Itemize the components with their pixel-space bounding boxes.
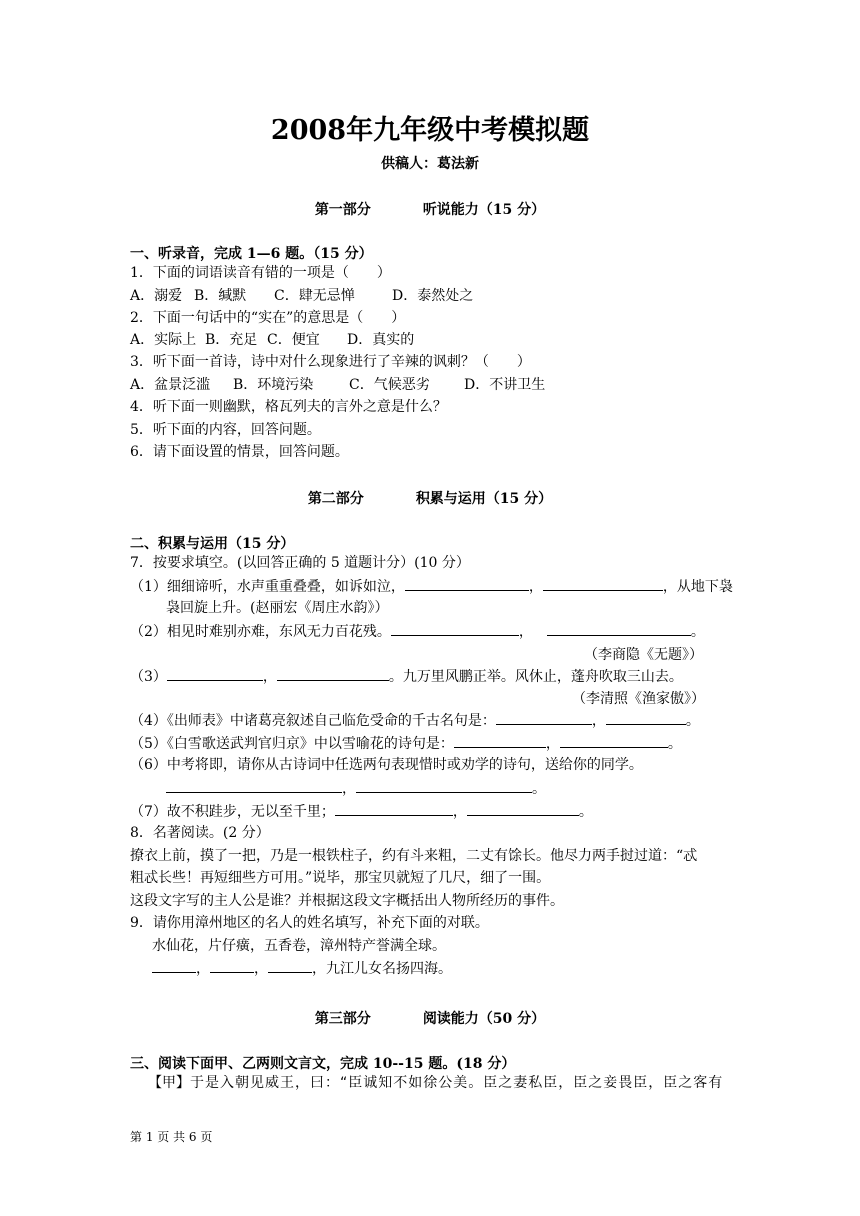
passage-jia-label: 【甲】 <box>148 1075 190 1091</box>
option-b: B．环境污染 <box>233 377 314 393</box>
couplet-upper: 水仙花，片仔癀，五香卷，漳州特产誉满全球。 <box>152 938 446 954</box>
option-c: C．气候恶劣 <box>349 377 430 393</box>
answer-blank <box>391 621 519 636</box>
answer-blank <box>166 778 342 793</box>
passage-jia-text: 于是入朝见威王，曰：“臣诚知不如徐公美。臣之妻私臣，臣之妾畏臣，臣之客有 <box>190 1075 724 1091</box>
answer-blank <box>543 576 663 591</box>
question-8-passage-2: 粗忒长些！再短细些方可用。”说毕，那宝贝就短了几尺，细了一围。 <box>130 870 551 886</box>
question-3-options <box>130 375 545 395</box>
option-d: D．泰然处之 <box>392 288 474 304</box>
section2-heading: 二、积累与运用（15 分） <box>130 536 295 552</box>
answer-blank <box>467 801 579 816</box>
part1-name: 第一部分 <box>314 202 371 218</box>
part1-topic: 听说能力（15 分） <box>422 202 546 218</box>
answer-blank <box>152 958 196 973</box>
section1-heading: 一、听录音，完成 1—6 题。（15 分） <box>130 246 373 262</box>
question-8-passage-1: 撩衣上前，摸了一把，乃是一根铁柱子，约有斗来粗，二丈有馀长。他尽力两手挝过道：“忒 <box>130 848 698 864</box>
answer-blank <box>606 710 686 725</box>
question-8-prompt: 这段文字写的主人公是谁？并根据这段文字概括出人物所经历的事件。 <box>130 893 564 909</box>
question-8: 8．名著阅读。(2 分） <box>130 825 270 841</box>
option-c: C．肆无忌惮 <box>274 288 355 304</box>
answer-blank <box>210 958 254 973</box>
part1-heading <box>0 199 860 219</box>
answer-blank <box>547 621 691 636</box>
question-2-options <box>130 330 414 350</box>
option-d: D．不讲卫生 <box>464 377 546 393</box>
option-a: A．实际上 <box>130 332 197 348</box>
part2-name: 第二部分 <box>307 491 364 507</box>
part3-heading <box>0 1008 860 1028</box>
option-a: A．溺爱 <box>130 288 183 304</box>
question-7-7: （7）故不积跬步，无以至千里； ， 。 <box>130 801 593 822</box>
part2-topic: 积累与运用（15 分） <box>415 491 553 507</box>
question-7-1: （1）细细谛听，水声重重叠叠，如诉如泣， ， ，从地下袅 <box>130 576 733 597</box>
question-7-2: （2）相见时难别亦难，东风无力百花残。 ， 。 <box>130 621 705 642</box>
question-7-6: （6）中考将即，请你从古诗词中任选两句表现惜时或劝学的诗句，送给你的同学。 <box>130 757 643 773</box>
section3-heading: 三、阅读下面甲、乙两则文言文，完成 10--15 题。(18 分） <box>130 1056 516 1072</box>
page-title: 2008年九年级中考模拟题 <box>270 115 590 146</box>
question-7-4: （4）《出师表》中诸葛亮叙述自己临危受命的千古名句是： ， 。 <box>130 710 700 731</box>
part3-name: 第三部分 <box>314 1011 371 1027</box>
answer-blank <box>454 733 546 748</box>
answer-blank <box>167 666 263 681</box>
question-6: 6．请下面设置的情景，回答问题。 <box>130 444 349 460</box>
answer-blank <box>560 733 668 748</box>
question-7-3-source: （李清照《渔家傲》） <box>572 691 705 707</box>
part2-heading <box>0 488 860 508</box>
option-a: A．盆景泛滥 <box>130 377 211 393</box>
answer-blank <box>335 801 453 816</box>
couplet-lower: ， ， ，九江儿女名扬四海。 <box>152 958 452 979</box>
question-7-3: （3） ， 。九万里风鹏正举。风休止，蓬舟吹取三山去。 <box>130 666 683 687</box>
answer-blank <box>496 710 592 725</box>
question-7-5: （5）《白雪歌送武判官归京》中以雪喻花的诗句是： ， 。 <box>130 733 682 754</box>
answer-blank <box>277 666 389 681</box>
question-7-1-cont: 袅回旋上升。(赵丽宏《周庄水韵》） <box>166 600 389 616</box>
question-1-options <box>130 286 473 306</box>
author-line: 供稿人：葛法新 <box>381 156 479 172</box>
question-9: 9．请你用漳州地区的名人的姓名填写，补充下面的对联。 <box>130 915 489 931</box>
question-3: 3．听下面一首诗，诗中对什么现象进行了辛辣的讽刺？（ ） <box>130 354 531 370</box>
option-b: B．缄默 <box>194 288 247 304</box>
question-7: 7．按要求填空。(以回答正确的 5 道题计分）(10 分） <box>130 555 470 571</box>
question-5: 5．听下面的内容，回答问题。 <box>130 422 321 438</box>
question-7-6-blanks: ， 。 <box>166 778 546 799</box>
question-2: 2．下面一句话中的“实在”的意思是（ ） <box>130 310 406 326</box>
page-footer: 第 1 页 共 6 页 <box>130 1130 213 1144</box>
question-4: 4．听下面一则幽默，格瓦列夫的言外之意是什么？ <box>130 399 447 415</box>
answer-blank <box>405 576 529 591</box>
option-c: C．便宜 <box>267 332 320 348</box>
passage-jia <box>148 1073 723 1093</box>
part3-topic: 阅读能力（50 分） <box>422 1011 546 1027</box>
question-7-2-source: （李商隐《无题》） <box>584 647 703 663</box>
answer-blank <box>356 778 532 793</box>
answer-blank <box>268 958 312 973</box>
option-b: B．充足 <box>205 332 258 348</box>
question-1: 1．下面的词语读音有错的一项是（ ） <box>130 265 391 281</box>
option-d: D．真实的 <box>347 332 415 348</box>
